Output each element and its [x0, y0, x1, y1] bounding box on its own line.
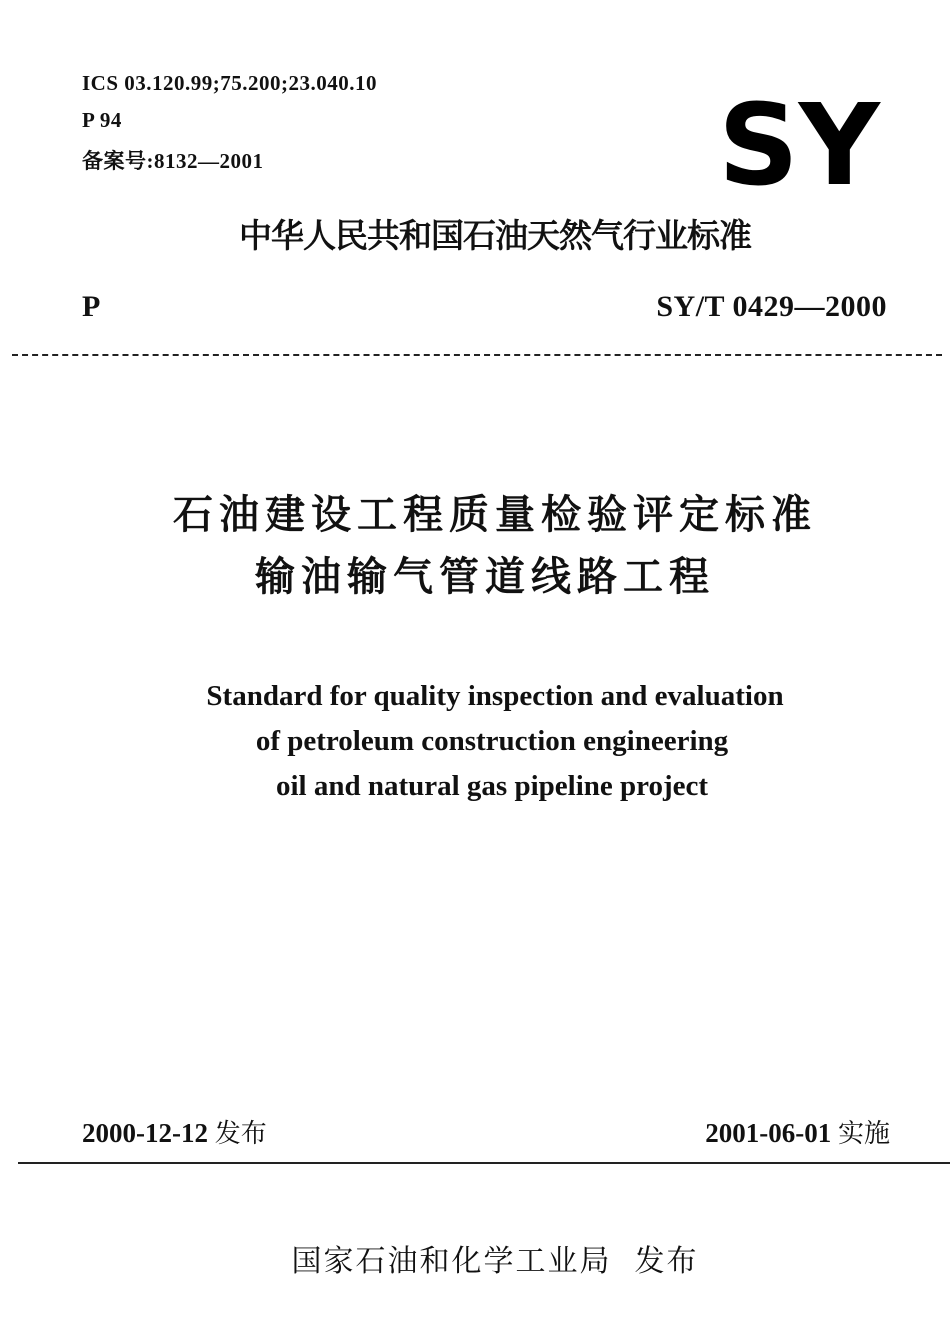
standard-number: SY/T 0429—2000: [656, 290, 887, 323]
record-number: 备案号:8132—2001: [82, 149, 264, 173]
footer-divider: [18, 1162, 950, 1164]
sy-logo-text: SY: [718, 86, 880, 196]
classification-code: P 94: [82, 108, 122, 132]
issue-date-label: 发布: [214, 1119, 267, 1149]
standard-type-title: 中华人民共和国石油天然气行业标准: [239, 216, 751, 255]
sy-logo: [717, 86, 882, 196]
chinese-title-line-1: 石油建设工程质量检验评定标准: [173, 492, 817, 538]
english-title-line-1: Standard for quality inspection and evaluation: [206, 680, 784, 712]
english-title-line-2: of petroleum construction engineering: [255, 725, 729, 757]
ics-code: ICS 03.120.99;75.200;23.040.10: [82, 71, 378, 95]
implementation-date-value: 2001-06-01: [705, 1118, 832, 1148]
header-divider: [12, 354, 942, 356]
chinese-title-line-2: 输油输气管道线路工程: [255, 554, 715, 600]
implementation-date-label: 实施: [837, 1119, 890, 1149]
category-code: P: [82, 290, 101, 323]
publisher: 国家石油和化学工业局 发布: [291, 1244, 699, 1279]
implementation-date: [705, 1113, 890, 1150]
issue-date: [82, 1113, 267, 1150]
english-title-line-3: oil and natural gas pipeline project: [275, 770, 709, 802]
issue-date-value: 2000-12-12: [82, 1118, 208, 1148]
